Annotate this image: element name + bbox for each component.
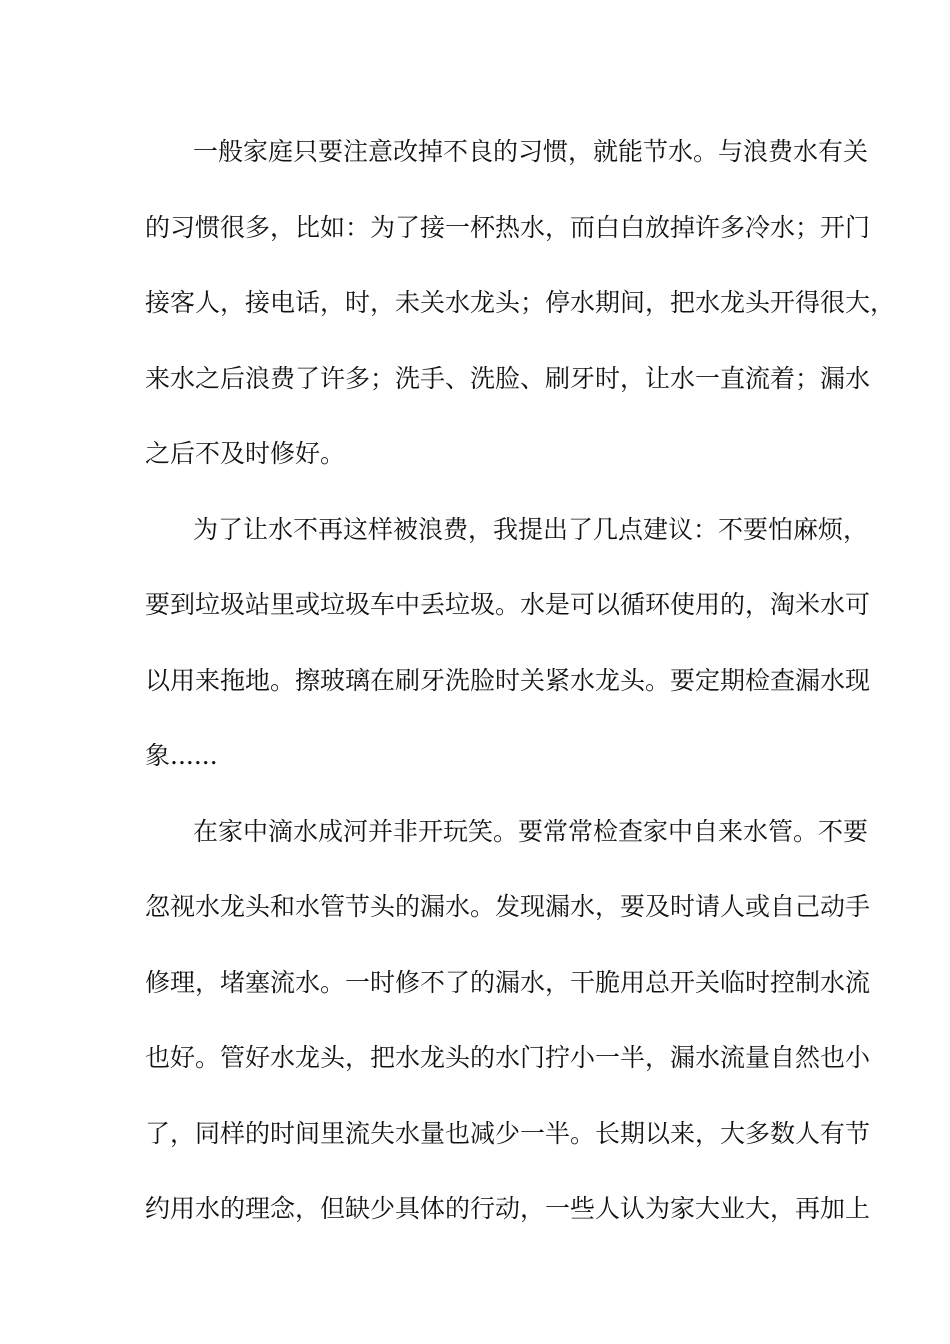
paragraph-line: 在家中滴水成河并非开玩笑。要常常检查家中自来水管。不要 — [193, 816, 869, 846]
paragraph-3 — [145, 813, 871, 1229]
paragraph-line: 修理，堵塞流水。一时修不了的漏水，干脆用总开关临时控制水流 — [145, 967, 871, 997]
paragraph-line: 为了让水不再这样被浪费，我提出了几点建议：不要怕麻烦， — [193, 514, 869, 544]
paragraph-1 — [145, 133, 896, 473]
paragraph-2 — [145, 511, 871, 776]
paragraph-line: 象...... — [145, 741, 218, 770]
paragraph-line: 以用来拖地。擦玻璃在刷牙洗脸时关紧水龙头。要定期检查漏水现 — [145, 665, 871, 695]
document-body — [145, 133, 896, 1266]
paragraph-line: 一般家庭只要注意改掉不良的习惯，就能节水。与浪费水有关 — [193, 137, 869, 166]
paragraph-line: 来水之后浪费了许多；洗手、洗脸、刷牙时，让水一直流着；漏水 — [145, 363, 871, 393]
paragraph-line: 也好。管好水龙头，把水龙头的水门拧小一半，漏水流量自然也小 — [145, 1043, 871, 1072]
paragraph-line: 要到垃圾站里或垃圾车中丢垃圾。水是可以循环使用的，淘米水可 — [145, 590, 871, 619]
paragraph-line: 约用水的理念，但缺少具体的行动，一些人认为家大业大，再加上 — [145, 1194, 871, 1223]
paragraph-line: 的习惯很多，比如：为了接一杯热水，而白白放掉许多冷水；开门 — [145, 212, 871, 242]
paragraph-line: 忽视水龙头和水管节头的漏水。发现漏水，要及时请人或自己动手 — [145, 892, 871, 921]
paragraph-line: 了，同样的时间里流失水量也减少一半。长期以来，大多数人有节 — [145, 1118, 871, 1148]
paragraph-line: 接客人，接电话，时，未关水龙头；停水期间，把水龙头开得很大， — [145, 288, 896, 317]
paragraph-line: 之后不及时修好。 — [145, 439, 346, 468]
